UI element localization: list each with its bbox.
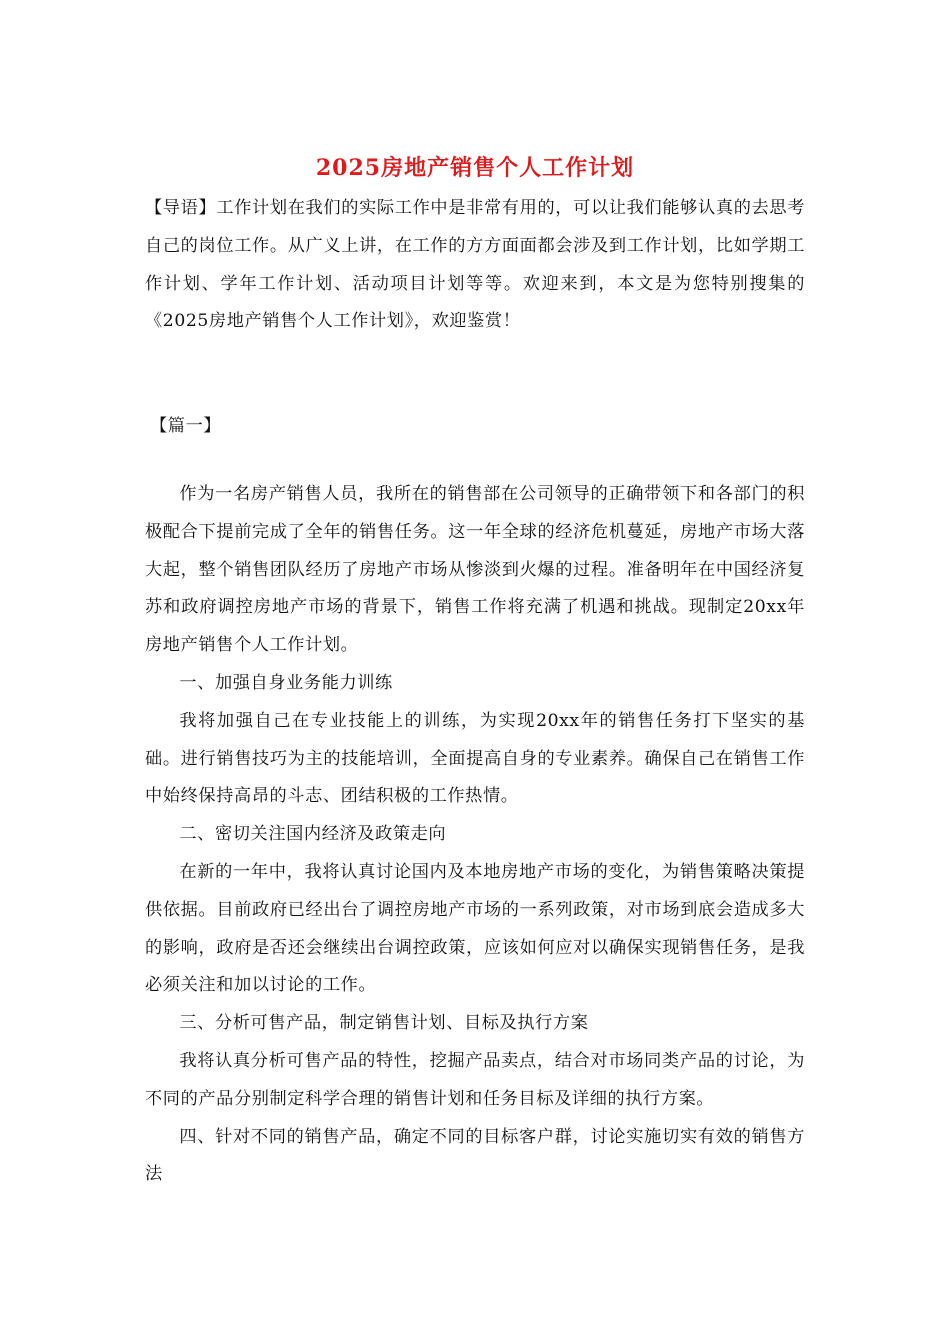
subheading-1: 一、加强自身业务能力训练	[179, 672, 393, 693]
article-body	[145, 476, 805, 1194]
subheading-3: 三、分析可售产品，制定销售计划、目标及执行方案	[179, 1013, 589, 1034]
document-title: 2025房地产销售个人工作计划	[315, 155, 635, 181]
body-paragraph: 作为一名房产销售人员，我所在的销售部在公司领导的正确带领下和各部门的积极配合下提前完成了全年的销售任务。这一年全球的经济危机蔓延，房地产市场大落大起，整个销售团队经历了房地产市场从惨淡到火爆的过程。准备明年在中国经济复苏和政府调控房地产市场的背景下，销售工作将充满了机遇和挑战。现制定20xx年房地产销售个人工作计划。	[145, 484, 805, 656]
body-paragraph: 在新的一年中，我将认真讨论国内及本地房地产市场的变化，为销售策略决策提供依据。目前政府已经出台了调控房地产市场的一系列政策，对市场到底会造成多大的影响，政府是否还会继续出台调控政策，应该如何应对以确保实现销售任务，是我必须关注和加以讨论的工作。	[145, 861, 805, 996]
subheading-2: 二、密切关注国内经济及政策走向	[179, 824, 447, 845]
intro-paragraph: 【导语】工作计划在我们的实际工作中是非常有用的，可以让我们能够认真的去思考自己的岗位工作。从广义上讲，在工作的方方面面都会涉及到工作计划，比如学期工作计划、学年工作计划、活动项目计划等等。欢迎来到，本文是为您特别搜集的《2025房地产销售个人工作计划》，欢迎鉴赏！	[145, 198, 805, 332]
body-paragraph: 我将加强自己在专业技能上的训练，为实现20xx年的销售任务打下坚实的基础。进行销售技巧为主的技能培训，全面提高自身的专业素养。确保自己在销售工作中始终保持高昂的斗志、团结积极的工作热情。	[145, 710, 805, 807]
body-paragraph: 我将认真分析可售产品的特性，挖掘产品卖点，结合对市场同类产品的讨论，为不同的产品分别制定科学合理的销售计划和任务目标及详细的执行方案。	[145, 1050, 805, 1109]
subheading-4: 四、针对不同的销售产品，确定不同的目标客户群，讨论实施切实有效的销售方法	[145, 1126, 805, 1185]
section-heading: 【篇一】	[150, 416, 222, 436]
